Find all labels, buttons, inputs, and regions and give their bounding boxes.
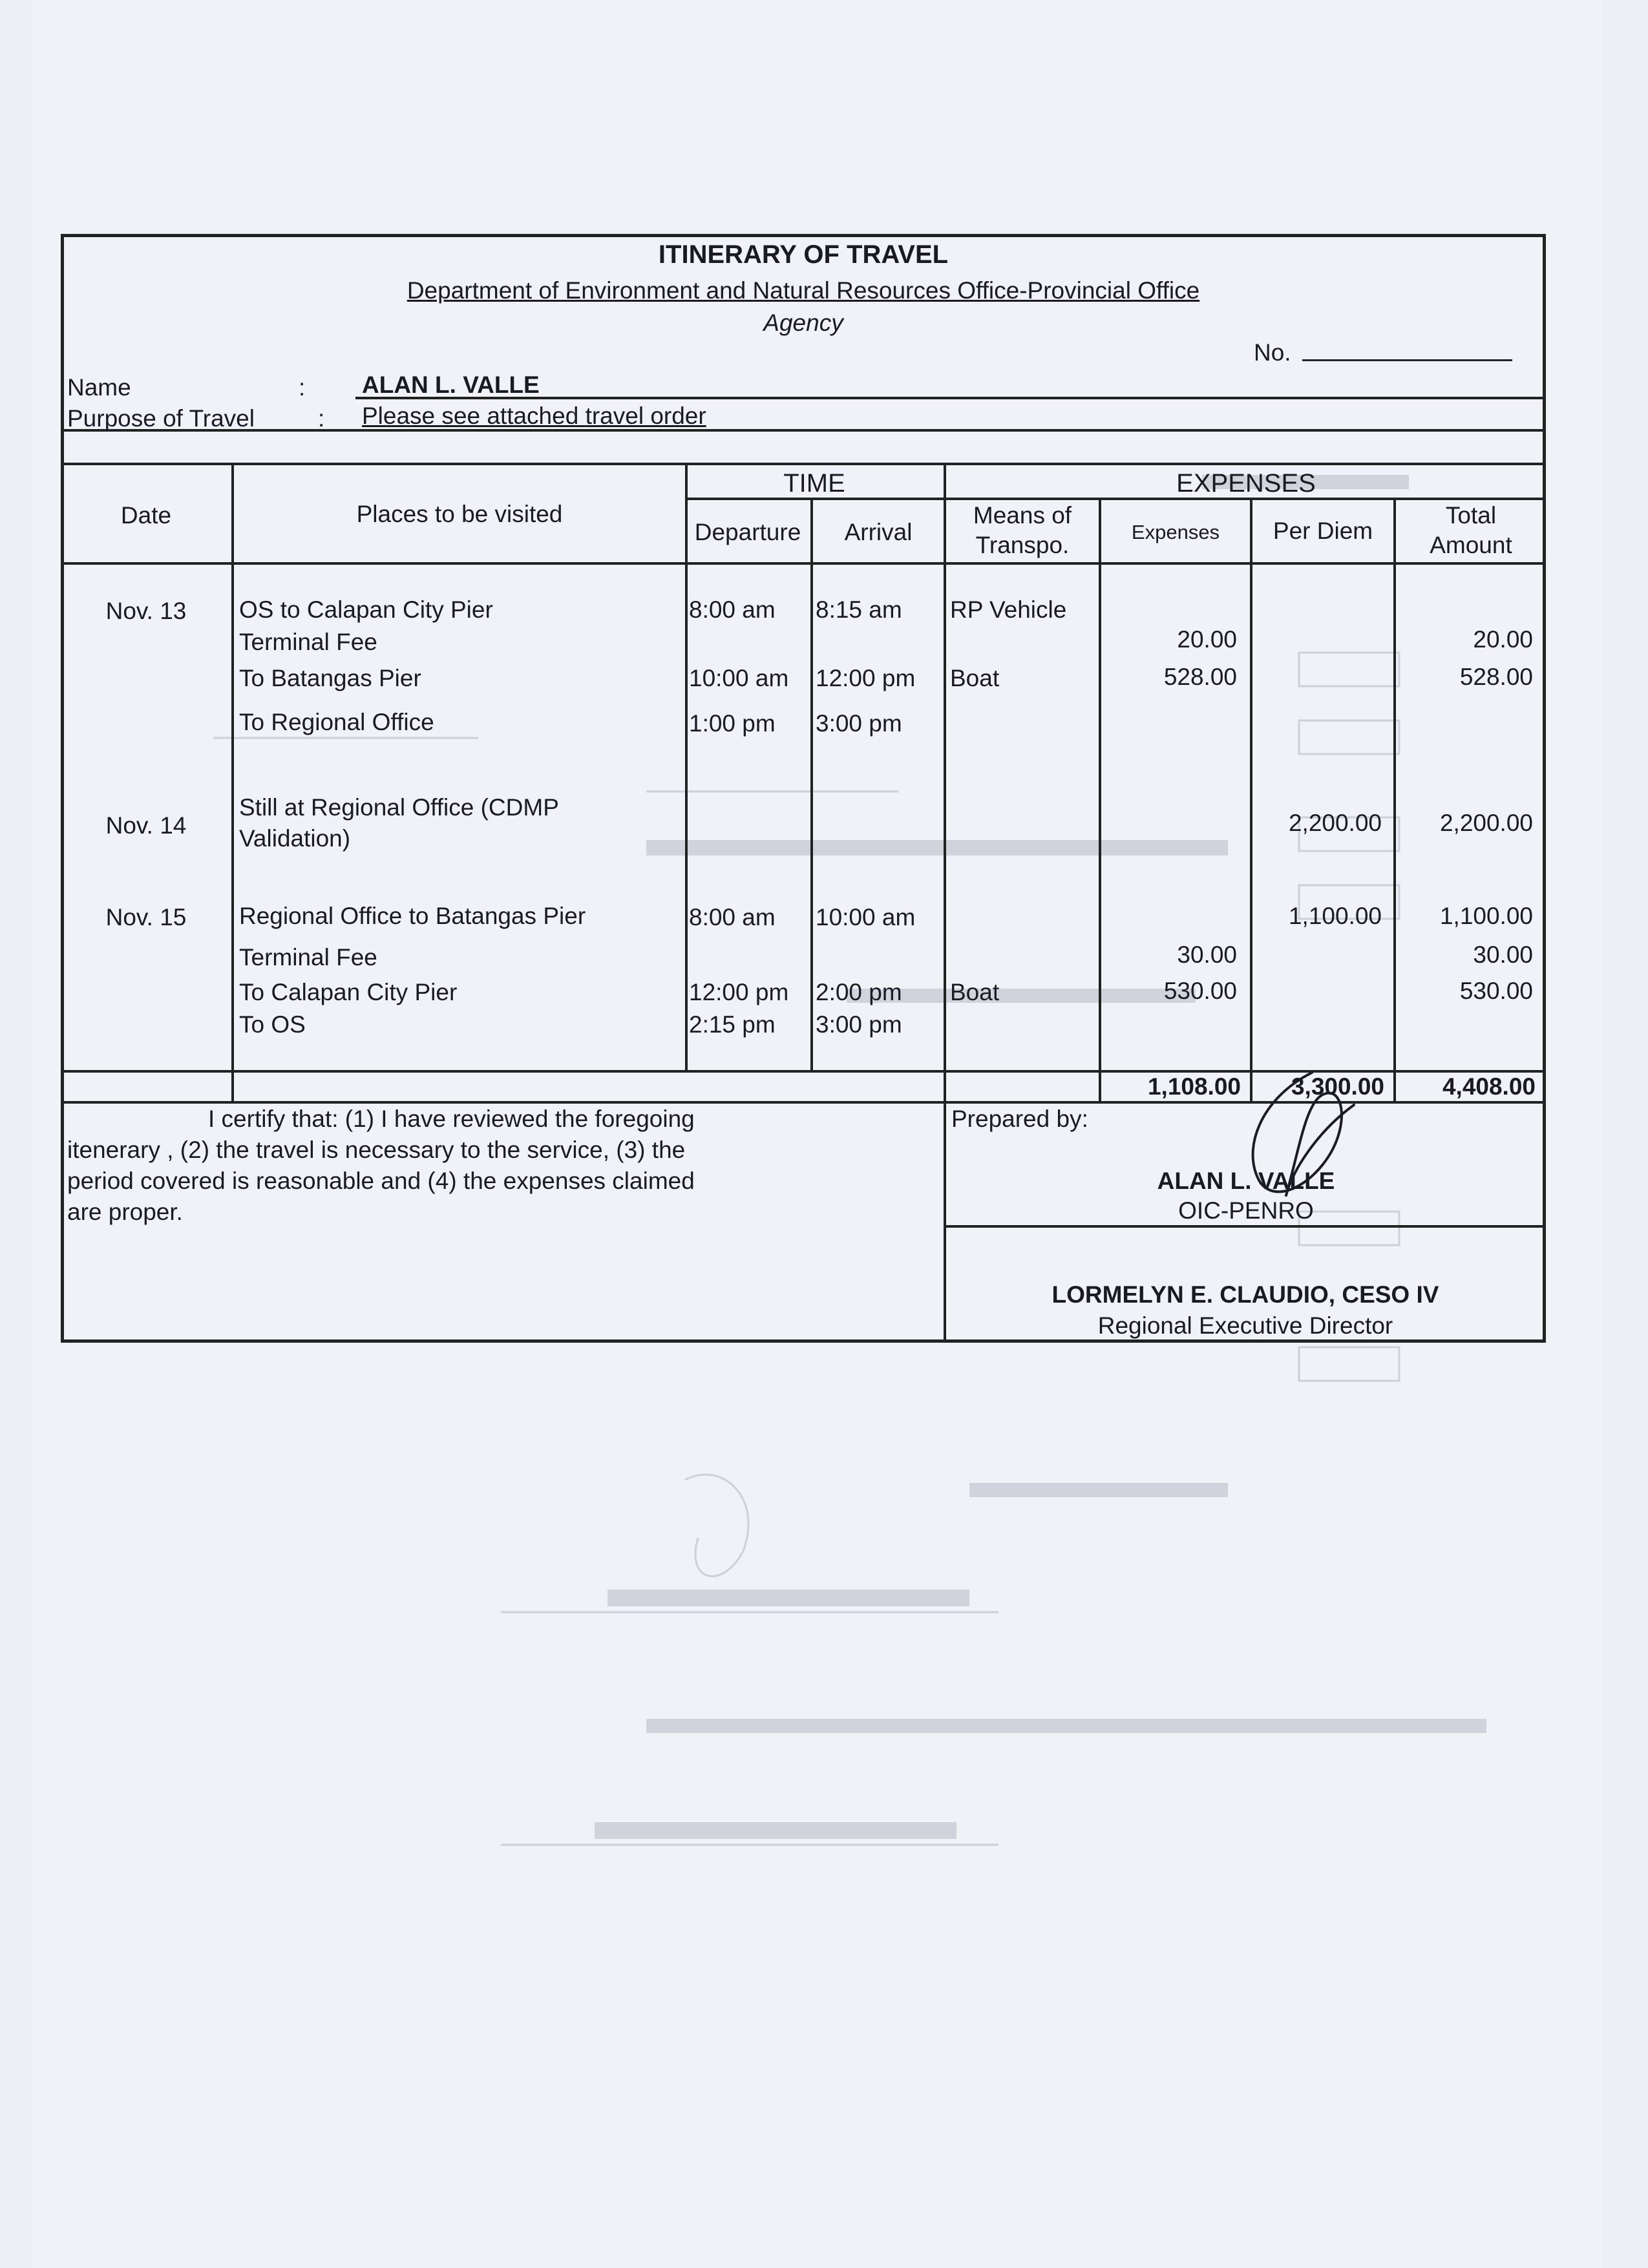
col-line-departure	[810, 498, 813, 1070]
row-place: To OS	[239, 1011, 306, 1038]
row-departure: 12:00 pm	[689, 979, 789, 1005]
row-total: 2,200.00	[1439, 810, 1533, 836]
form-title: ITINERARY OF TRAVEL	[658, 240, 949, 269]
row-place: To Calapan City Pier	[239, 979, 458, 1005]
row-departure: 2:15 pm	[689, 1011, 776, 1038]
approver-position: Regional Executive Director	[1097, 1312, 1393, 1339]
rule-purpose-underline	[61, 429, 1546, 432]
col-expenses-group: EXPENSES	[1176, 469, 1316, 498]
prepared-by-name: ALAN L. VALLE	[1157, 1168, 1335, 1194]
purpose-label: Purpose of Travel	[67, 405, 255, 432]
name-colon: :	[299, 374, 306, 401]
row-expenses: 528.00	[1163, 664, 1237, 690]
col-departure: Departure	[694, 519, 801, 545]
certification-line-4: are proper.	[67, 1199, 183, 1225]
total-expenses: 1,108.00	[1147, 1073, 1241, 1100]
row-place: To Regional Office	[239, 709, 434, 735]
row-departure: 8:00 am	[689, 904, 776, 930]
row-departure: 8:00 am	[689, 596, 776, 623]
approver-name: LORMELYN E. CLAUDIO, CESO IV	[1051, 1281, 1439, 1308]
purpose-colon: :	[318, 405, 325, 432]
certification-line-3: period covered is reasonable and (4) the expenses claimed	[67, 1168, 695, 1194]
row-date: Nov. 13	[105, 598, 187, 624]
row-arrival: 8:15 am	[816, 596, 902, 623]
col-line-perdiem	[1393, 498, 1396, 1101]
row-arrival: 3:00 pm	[816, 1011, 902, 1038]
rule-time-sub	[685, 498, 1546, 500]
row-means: Boat	[950, 979, 1000, 1005]
col-line-means	[1099, 498, 1101, 1101]
rule-header-bottom	[61, 562, 1546, 565]
col-places: Places to be visited	[356, 501, 563, 527]
row-expenses: 530.00	[1163, 978, 1237, 1004]
col-time: TIME	[783, 469, 845, 498]
col-line-expenses	[1250, 498, 1252, 1101]
col-line-arrival	[944, 463, 946, 1343]
number-label: No.	[1254, 339, 1291, 366]
row-perdiem: 1,100.00	[1288, 903, 1382, 929]
row-departure: 1:00 pm	[689, 710, 776, 737]
row-place: Still at Regional Office (CDMP	[239, 794, 559, 821]
col-total-2: Amount	[1430, 532, 1512, 558]
total-perdiem: 3,300.00	[1291, 1073, 1384, 1100]
row-arrival: 3:00 pm	[816, 710, 902, 737]
certification-line-1: I certify that: (1) I have reviewed the foregoing	[208, 1106, 695, 1132]
handwritten-signature	[1215, 1060, 1383, 1228]
row-place: Terminal Fee	[239, 629, 377, 655]
agency-label: Agency	[763, 310, 843, 336]
row-total: 1,100.00	[1439, 903, 1533, 929]
purpose-value: Please see attached travel order	[362, 403, 706, 429]
col-means-1: Means of	[973, 502, 1072, 529]
row-total: 30.00	[1473, 941, 1533, 968]
row-expenses: 20.00	[1177, 626, 1237, 653]
rule-header-top	[61, 463, 1546, 465]
row-expenses: 30.00	[1177, 941, 1237, 968]
row-arrival: 2:00 pm	[816, 979, 902, 1005]
row-place: To Batangas Pier	[239, 665, 421, 691]
total-amount: 4,408.00	[1442, 1073, 1536, 1100]
row-place: Regional Office to Batangas Pier	[239, 903, 586, 929]
name-label: Name	[67, 374, 131, 401]
row-arrival: 10:00 am	[816, 904, 916, 930]
certification-line-2: itenerary , (2) the travel is necessary to the service, (3) the	[67, 1137, 686, 1163]
prepared-by-label: Prepared by:	[951, 1106, 1088, 1132]
row-date: Nov. 15	[105, 904, 187, 930]
row-date: Nov. 14	[105, 812, 187, 839]
number-blank-line	[1302, 359, 1512, 361]
row-perdiem: 2,200.00	[1288, 810, 1382, 836]
row-means: Boat	[950, 665, 1000, 691]
row-departure: 10:00 am	[689, 665, 789, 691]
row-total: 20.00	[1473, 626, 1533, 653]
row-place: Terminal Fee	[239, 944, 377, 971]
row-arrival: 12:00 pm	[816, 665, 916, 691]
col-means-2: Transpo.	[975, 532, 1070, 558]
row-place: Validation)	[239, 825, 351, 852]
col-total-1: Total	[1445, 502, 1497, 529]
col-line-date	[231, 463, 234, 1102]
name-value: ALAN L. VALLE	[362, 372, 540, 398]
agency-name: Department of Environment and Natural Resources Office-Provincial Office	[407, 277, 1200, 304]
col-perdiem: Per Diem	[1273, 518, 1373, 544]
row-place: OS to Calapan City Pier	[239, 596, 493, 623]
col-date: Date	[120, 502, 172, 529]
row-total: 530.00	[1459, 978, 1533, 1004]
row-total: 528.00	[1459, 664, 1533, 690]
row-means: RP Vehicle	[950, 596, 1067, 623]
col-expenses: Expenses	[1131, 521, 1220, 543]
prepared-by-position: OIC-PENRO	[1178, 1197, 1314, 1224]
col-arrival: Arrival	[844, 519, 913, 545]
col-line-places	[685, 463, 688, 1070]
